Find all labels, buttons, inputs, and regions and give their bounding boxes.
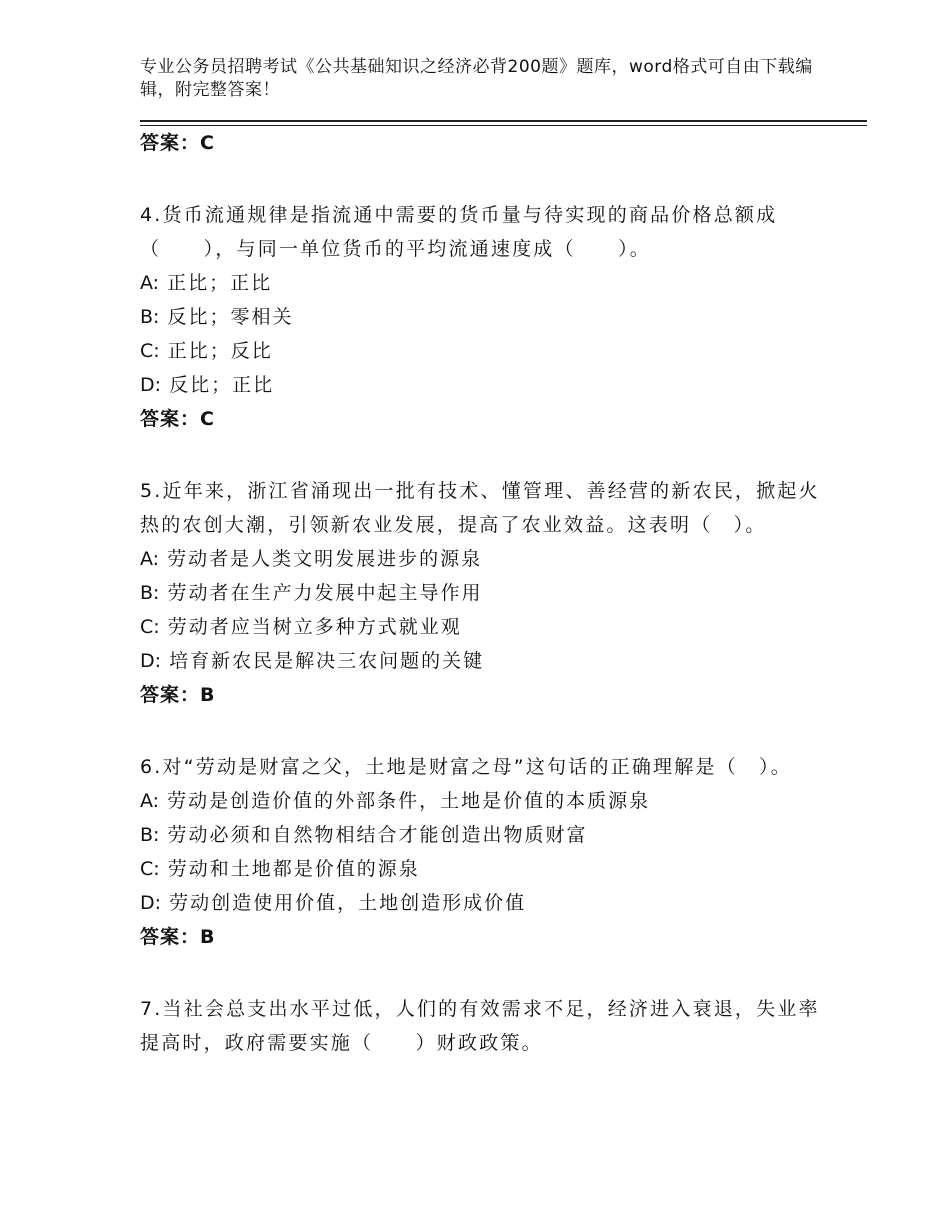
question-block-4	[140, 198, 830, 436]
page-header: 专业公务员招聘考试《公共基础知识之经济必背200题》题库，word格式可自由下载编辑，附完整答案！	[140, 57, 813, 100]
document-body	[140, 126, 830, 1060]
option-b: B: 劳动者在生产力发展中起主导作用	[140, 582, 483, 604]
question-block-6	[140, 750, 830, 954]
question-text: 6.对“劳动是财富之父，土地是财富之母”这句话的正确理解是（ ）。	[140, 756, 792, 778]
option-c: C: 劳动者应当树立多种方式就业观	[140, 616, 462, 638]
question-text: 5.近年来，浙江省涌现出一批有技术、懂管理、善经营的新农民，掀起火热的农创大潮，引领新农业发展，提高了农业效益。这表明（ ）。	[140, 480, 820, 536]
option-c: C: 劳动和土地都是价值的源泉	[140, 858, 420, 880]
question-block-7	[140, 992, 830, 1060]
spacer	[140, 712, 830, 750]
option-d: D: 培育新农民是解决三农问题的关键	[140, 650, 485, 672]
option-a: A: 正比；正比	[140, 272, 273, 294]
spacer	[140, 436, 830, 474]
header-divider-thick	[140, 120, 867, 122]
option-c: C: 正比；反比	[140, 340, 273, 362]
spacer	[140, 160, 830, 198]
answer-label: 答案：B	[140, 684, 216, 706]
option-d: D: 劳动创造使用价值，土地创造形成价值	[140, 892, 527, 914]
question-block-5	[140, 474, 830, 712]
answer-label: 答案：C	[140, 132, 215, 154]
answer-label: 答案：B	[140, 926, 216, 948]
question-text: 4.货币流通规律是指流通中需要的货币量与待实现的商品价格总额成（ ），与同一单位货币的平均流通速度成（ ）。	[140, 204, 778, 260]
option-a: A: 劳动者是人类文明发展进步的源泉	[140, 548, 483, 570]
option-b: B: 反比；零相关	[140, 306, 294, 328]
option-b: B: 劳动必须和自然物相结合才能创造出物质财富	[140, 824, 588, 846]
option-d: D: 反比；正比	[140, 374, 275, 396]
question-text: 7.当社会总支出水平过低，人们的有效需求不足，经济进入衰退，失业率提高时，政府需要实施（ ）财政政策。	[140, 998, 820, 1054]
option-a: A: 劳动是创造价值的外部条件，土地是价值的本质源泉	[140, 790, 651, 812]
answer-label: 答案：C	[140, 408, 215, 430]
spacer	[140, 954, 830, 992]
